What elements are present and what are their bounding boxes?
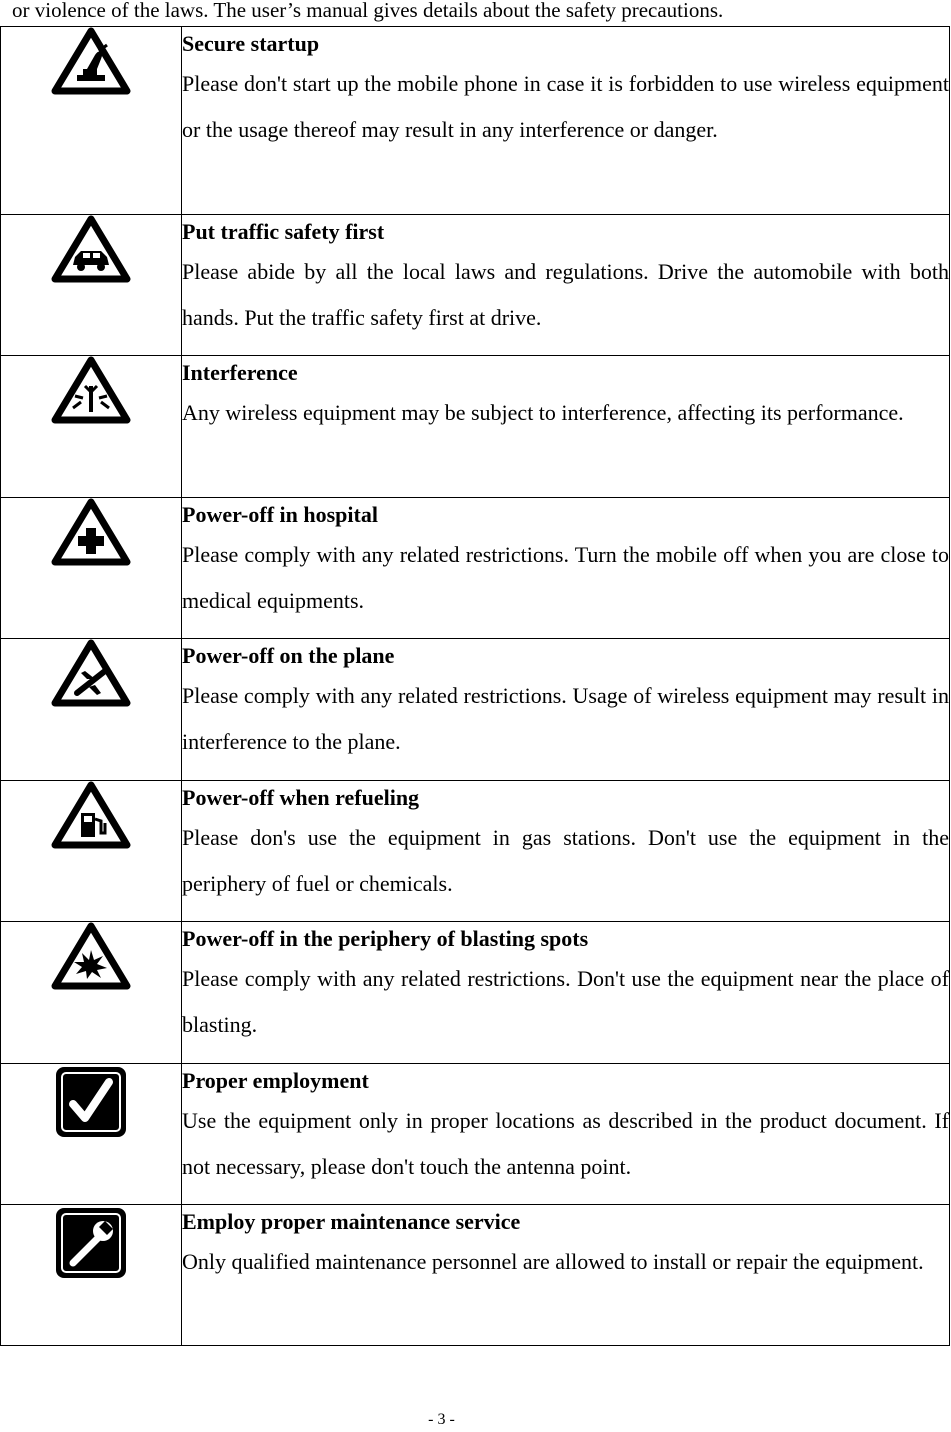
item-title: Power-off in hospital [182,502,378,527]
airplane-icon [1,639,181,707]
item-title: Interference [182,360,298,385]
checkmark-icon [1,1064,181,1140]
table-row [1,215,950,356]
table-row [1,356,950,498]
table-row [1,922,950,1064]
item-body: Only qualified maintenance personnel are allowed to install or repair the equipment. [182,1249,924,1274]
item-title: Secure startup [182,31,320,56]
item-title: Put traffic safety first [182,219,385,244]
car-icon [1,215,181,283]
table-row [1,639,950,781]
item-body: Please comply with any related restrictions. Usage of wireless equipment may result in interference to the plane. [182,683,949,754]
item-title: Power-off in the periphery of blasting spots [182,926,589,951]
intro-text: or violence of the laws. The user’s manual gives details about the safety precautions. [12,0,724,22]
table-row [1,1064,950,1205]
interference-icon [1,356,181,424]
page-number: - 3 - [428,1411,455,1428]
item-body: Any wireless equipment may be subject to interference, affecting its performance. [182,400,904,425]
table-row [1,1205,950,1346]
item-body: Please don't start up the mobile phone in case it is forbidden to use wireless equipment or the usage thereof may result in any interference or danger. [182,71,949,142]
item-body: Please don's use the equipment in gas stations. Don't use the equipment in the periphery of fuel or chemicals. [182,825,949,896]
item-title: Employ proper maintenance service [182,1209,521,1234]
item-body: Use the equipment only in proper locations as described in the product document. If not necessary, please don't touch the antenna point. [182,1108,949,1179]
item-title: Power-off when refueling [182,785,420,810]
safety-table [0,26,950,1346]
explosion-icon [1,922,181,990]
wrench-icon [1,1205,181,1281]
hand-press-icon [1,27,181,95]
fuel-pump-icon [1,781,181,849]
table-row [1,498,950,639]
item-body: Please comply with any related restrictions. Turn the mobile off when you are close to medical equipments. [182,542,949,613]
item-body: Please comply with any related restrictions. Don't use the equipment near the place of blasting. [182,966,949,1037]
item-title: Power-off on the plane [182,643,395,668]
hospital-cross-icon [1,498,181,566]
table-row [1,781,950,922]
item-title: Proper employment [182,1068,369,1093]
item-body: Please abide by all the local laws and regulations. Drive the automobile with both hands. Put the traffic safety first at drive. [182,259,949,330]
table-row [1,27,950,215]
